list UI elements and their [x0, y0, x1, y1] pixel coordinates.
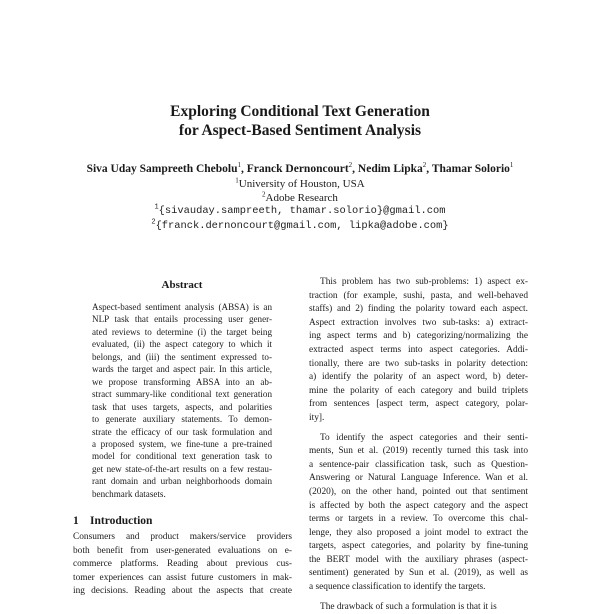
author-name: Thamar Solorio — [431, 163, 510, 175]
abstract-line: to generate auxiliary statements. To demon- — [92, 414, 272, 425]
body-line: Answering or Natural Language Inference. Wan et al. — [309, 473, 528, 484]
author-name: Franck Dernoncourt — [246, 163, 349, 175]
body-line: traction (for example, sushi, pasta, and well-behaved — [309, 290, 528, 301]
affiliation — [0, 192, 600, 204]
body-line: ing decisions. Reading about the aspects that create — [73, 586, 292, 597]
body-line: staffs) and 2) finding the polarity toward each aspect. — [309, 304, 528, 315]
body-line: a sentence-pair classification task, such as Question- — [309, 459, 528, 470]
author-affiliation-mark: 2 — [348, 161, 353, 170]
abstract-line: model for conditional text generation task to — [92, 451, 272, 462]
paragraph — [309, 432, 528, 595]
body-line: from sentences [aspect term, aspect category, polar- — [309, 399, 528, 410]
body-line: ing aspect terms and b) categorizing/normalizing the — [309, 331, 528, 342]
section-title: Introduction — [90, 515, 153, 527]
abstract-line: NLP task that entails processing user gener- — [92, 314, 272, 325]
author-affiliation-mark: 1 — [237, 161, 242, 170]
affiliation-mark: 2 — [262, 190, 266, 199]
author-name: Siva Uday Sampreeth Chebolu — [86, 163, 238, 175]
body-line: commerce platforms. Reading about previous cus- — [73, 559, 292, 570]
abstract-line: a proposed system, we fine-tune a pre-trained — [92, 438, 272, 449]
body-line: tomer experiences can assist future customers in mak- — [73, 572, 292, 583]
body-line: (2020), on the other hand, pointed out that sentiment — [309, 486, 528, 497]
title-line: for Aspect-Based Sentiment Analysis — [178, 122, 422, 139]
body-line: Aspect extraction involves two sub-tasks: a) extract- — [309, 317, 528, 328]
body-line: both benefit from user-generated evaluations on e- — [73, 545, 292, 556]
abstract-line: wards the target and aspect pair. In this article, — [92, 364, 272, 375]
body-line: terms or targets in a review. To overcome this chal- — [309, 514, 528, 525]
abstract-line: evaluated, (ii) the aspect category to which it — [92, 339, 272, 350]
body-line: This problem has two sub-problems: 1) aspect ex- — [320, 277, 528, 287]
body-line: lenge, they also proposed a joint model to extract the — [309, 527, 528, 538]
body-line: mine the polarity of each category and build triplets — [309, 385, 528, 396]
email-mark: 1 — [154, 203, 159, 212]
section-heading-introduction — [73, 515, 152, 527]
body-line: To identify the aspect categories and their senti- — [320, 432, 528, 443]
paragraph — [309, 601, 528, 614]
body-line: a sequence classification to identify the targets. — [309, 582, 486, 593]
body-line: targets, aspect categories, and polarity by fine-tuning — [309, 541, 528, 552]
body-line: ity]. — [309, 412, 325, 423]
introduction-body — [73, 531, 292, 599]
affiliation-text: University of Houston, USA — [238, 178, 365, 190]
email-mark: 2 — [151, 218, 156, 227]
email-text[interactable]: {sivauday.sampreeth, thamar.solorio}@gmail.com — [158, 205, 446, 217]
right-column — [309, 276, 528, 614]
paper-title — [0, 102, 600, 140]
abstract-line: belongs, and (iii) the sentiment expressed to- — [92, 351, 272, 362]
author-affiliation-mark: 2 — [422, 161, 427, 170]
abstract-line: ated reviews to determine (i) the target being — [92, 326, 272, 337]
section-number: 1 — [73, 515, 79, 527]
abstract-line: we propose transforming ABSA into an ab- — [92, 376, 272, 387]
author-list: Siva Uday Sampreeth Chebolu$^1$, Franck Dernoncourt$^2$, Nedim Lipka$^2$, Thamar Solorio$^1$ — [86, 161, 514, 175]
abstract-line: rant domain and urban neighborhoods domain — [92, 476, 272, 487]
abstract-heading: Abstract — [161, 279, 203, 291]
abstract-line: stract summary-like conditional text generation — [92, 389, 272, 400]
abstract-line: strate the efficacy of our task formulation and — [92, 426, 272, 437]
body-line: Consumers and product makers/service providers — [73, 532, 292, 542]
abstract-line: benchmark datasets. — [92, 488, 166, 499]
body-line: sentiment) generated by Sun et al. (2019), as well as — [309, 568, 528, 579]
body-line: tionally, there are two sub-tasks in polarity detection: — [309, 358, 528, 369]
body-line: a) identify the polarity of an aspect word, b) deter- — [309, 372, 528, 383]
abstract-line: get new state-of-the-art results on a few restau- — [92, 463, 272, 474]
email-line — [0, 205, 600, 217]
author-name: Nedim Lipka — [357, 163, 423, 175]
paragraph — [309, 276, 528, 426]
affiliation — [0, 178, 600, 190]
body-line: is affected by both the aspect category and the aspect — [309, 500, 528, 511]
affiliation-mark: 1 — [235, 176, 239, 185]
abstract-line: task that uses targets, aspects, and polarities — [92, 401, 272, 412]
body-line: extracted aspect terms into aspect categories. Addi- — [309, 344, 528, 355]
email-line — [0, 220, 600, 232]
affiliation-text: Adobe Research — [265, 192, 338, 204]
email-text[interactable]: {franck.dernoncourt@gmail.com, lipka@adobe.com} — [155, 220, 449, 232]
title-line: Exploring Conditional Text Generation — [170, 103, 430, 120]
author-affiliation-mark: 1 — [509, 161, 514, 170]
body-line: The drawback of such a formulation is that it is — [320, 601, 497, 612]
abstract-line: Aspect-based sentiment analysis (ABSA) is an — [92, 302, 272, 312]
abstract-body — [92, 301, 272, 500]
body-line: the BERT model with the auxiliary phrases (aspect- — [309, 554, 528, 565]
body-line: ments, Sun et al. (2019) recently turned this task into — [309, 446, 528, 457]
